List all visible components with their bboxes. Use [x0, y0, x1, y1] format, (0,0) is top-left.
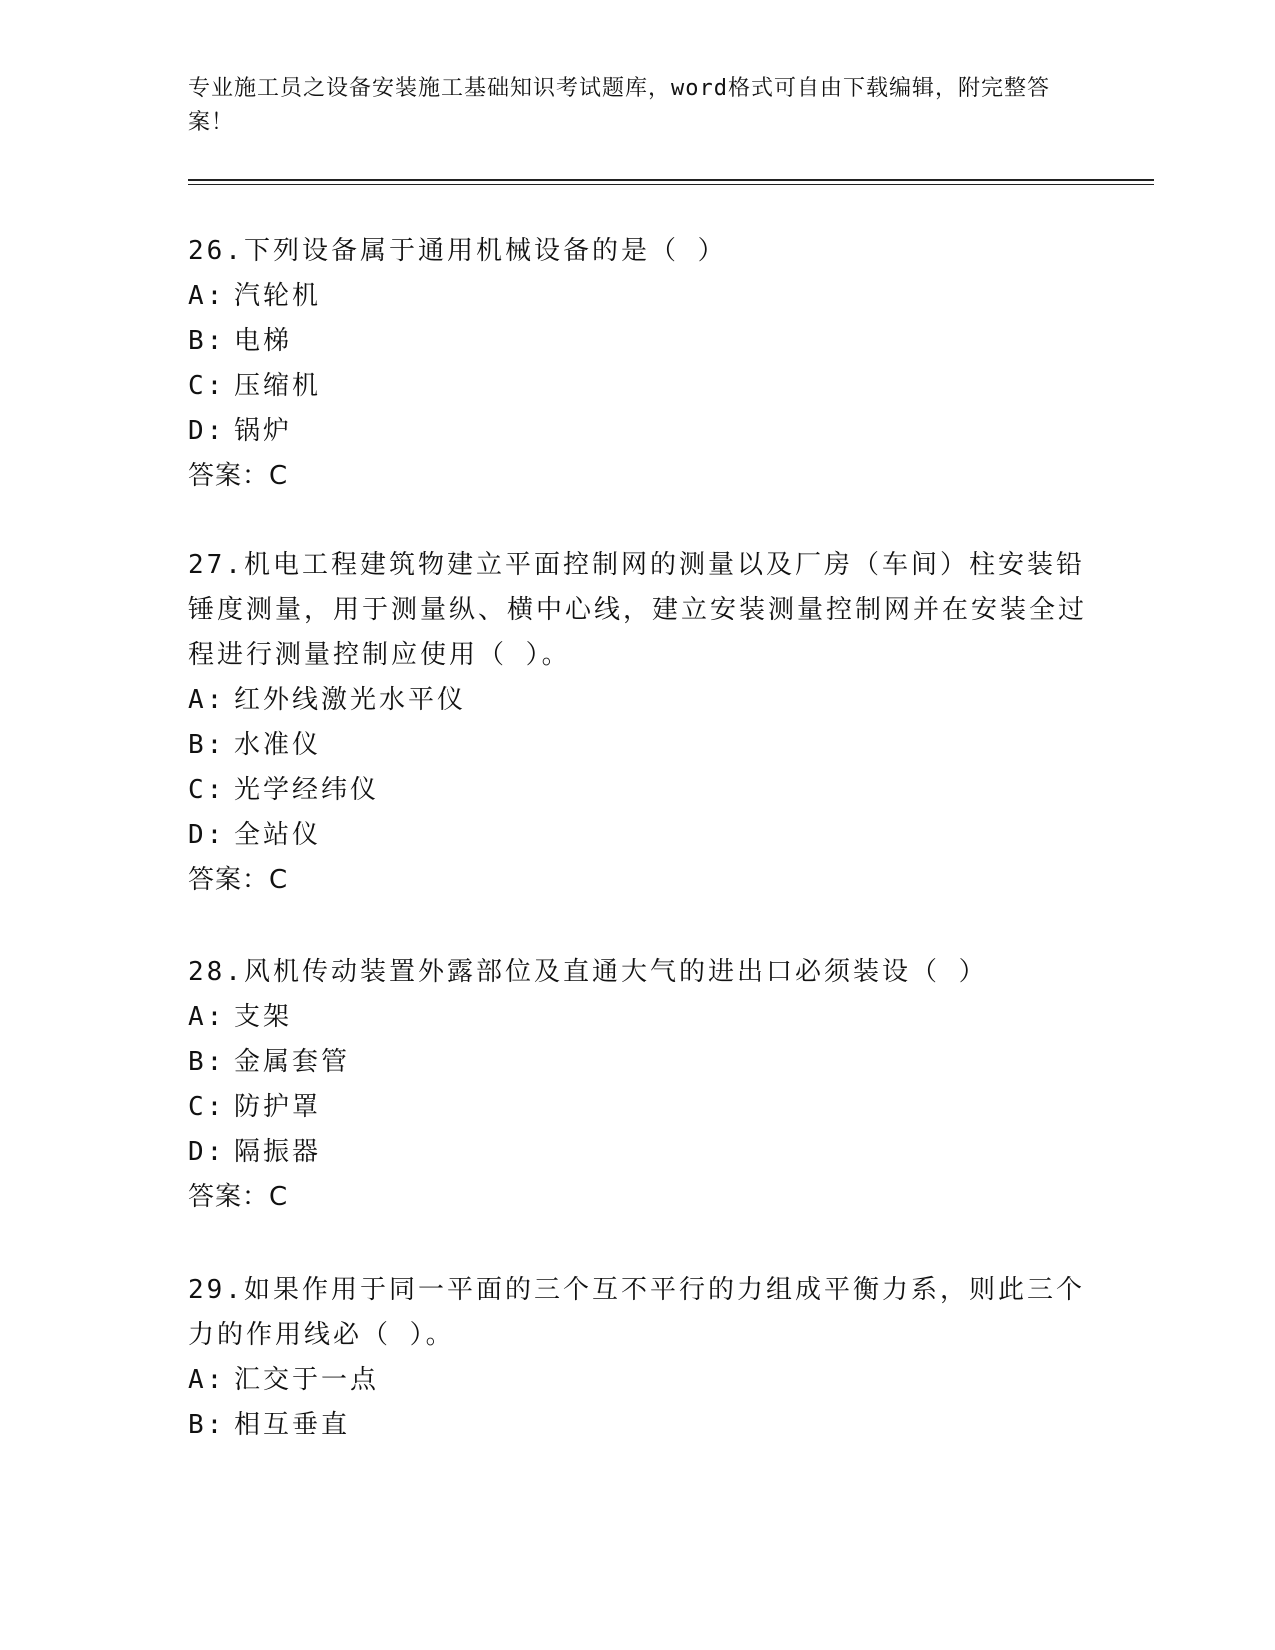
question-29 — [188, 1268, 1088, 1448]
option-text: 汽轮机 — [234, 281, 322, 311]
answer-line: 答案：C — [188, 865, 289, 895]
question-stem: 28.风机传动装置外露部位及直通大气的进出口必须装设（ ） — [188, 957, 988, 987]
question-28 — [188, 950, 1088, 1220]
question-26 — [188, 229, 1088, 499]
option-letter: B: — [188, 730, 226, 760]
option-text: 金属套管 — [234, 1047, 351, 1077]
option-d — [188, 1130, 1088, 1175]
option-letter: D: — [188, 820, 226, 850]
option-letter: D: — [188, 1137, 226, 1167]
option-letter: D: — [188, 416, 226, 446]
option-a — [188, 274, 1088, 319]
option-b — [188, 723, 1088, 768]
option-text: 电梯 — [234, 326, 293, 356]
option-text: 相互垂直 — [234, 1410, 351, 1440]
option-text: 防护罩 — [234, 1092, 322, 1122]
option-b — [188, 1403, 1088, 1448]
option-b — [188, 319, 1088, 364]
option-b — [188, 1040, 1088, 1085]
option-d — [188, 813, 1088, 858]
option-d — [188, 409, 1088, 454]
question-stem: 26.下列设备属于通用机械设备的是（ ） — [188, 236, 727, 266]
option-letter: A: — [188, 1365, 226, 1395]
document-header: 专业施工员之设备安装施工基础知识考试题库，word格式可自由下载编辑，附完整答案！ — [188, 76, 1050, 135]
option-letter: B: — [188, 1047, 226, 1077]
option-text: 压缩机 — [234, 371, 322, 401]
question-stem: 27.机电工程建筑物建立平面控制网的测量以及厂房（车间）柱安装铅锤度测量，用于测量纵、横中心线，建立安装测量控制网并在安装全过程进行测量控制应使用（ ）。 — [188, 550, 1088, 670]
option-a — [188, 1358, 1088, 1403]
answer-line: 答案：C — [188, 1182, 289, 1212]
header-divider-thin — [188, 184, 1154, 185]
question-27 — [188, 543, 1088, 903]
answer-line: 答案：C — [188, 461, 289, 491]
option-c — [188, 364, 1088, 409]
option-text: 隔振器 — [234, 1137, 322, 1167]
option-letter: B: — [188, 1410, 226, 1440]
option-text: 全站仪 — [234, 820, 322, 850]
question-stem: 29.如果作用于同一平面的三个互不平行的力组成平衡力系，则此三个力的作用线必（ ）。 — [188, 1275, 1085, 1350]
option-letter: A: — [188, 685, 226, 715]
option-letter: C: — [188, 775, 226, 805]
option-c — [188, 1085, 1088, 1130]
option-letter: C: — [188, 371, 226, 401]
option-text: 红外线激光水平仪 — [234, 685, 467, 715]
option-letter: B: — [188, 326, 226, 356]
option-letter: C: — [188, 1092, 226, 1122]
option-a — [188, 678, 1088, 723]
option-text: 支架 — [234, 1002, 293, 1032]
option-c — [188, 768, 1088, 813]
option-letter: A: — [188, 1002, 226, 1032]
option-letter: A: — [188, 281, 226, 311]
header-divider-thick — [188, 179, 1154, 181]
option-text: 锅炉 — [234, 416, 293, 446]
option-text: 汇交于一点 — [234, 1365, 380, 1395]
option-a — [188, 995, 1088, 1040]
option-text: 水准仪 — [234, 730, 322, 760]
option-text: 光学经纬仪 — [234, 775, 380, 805]
